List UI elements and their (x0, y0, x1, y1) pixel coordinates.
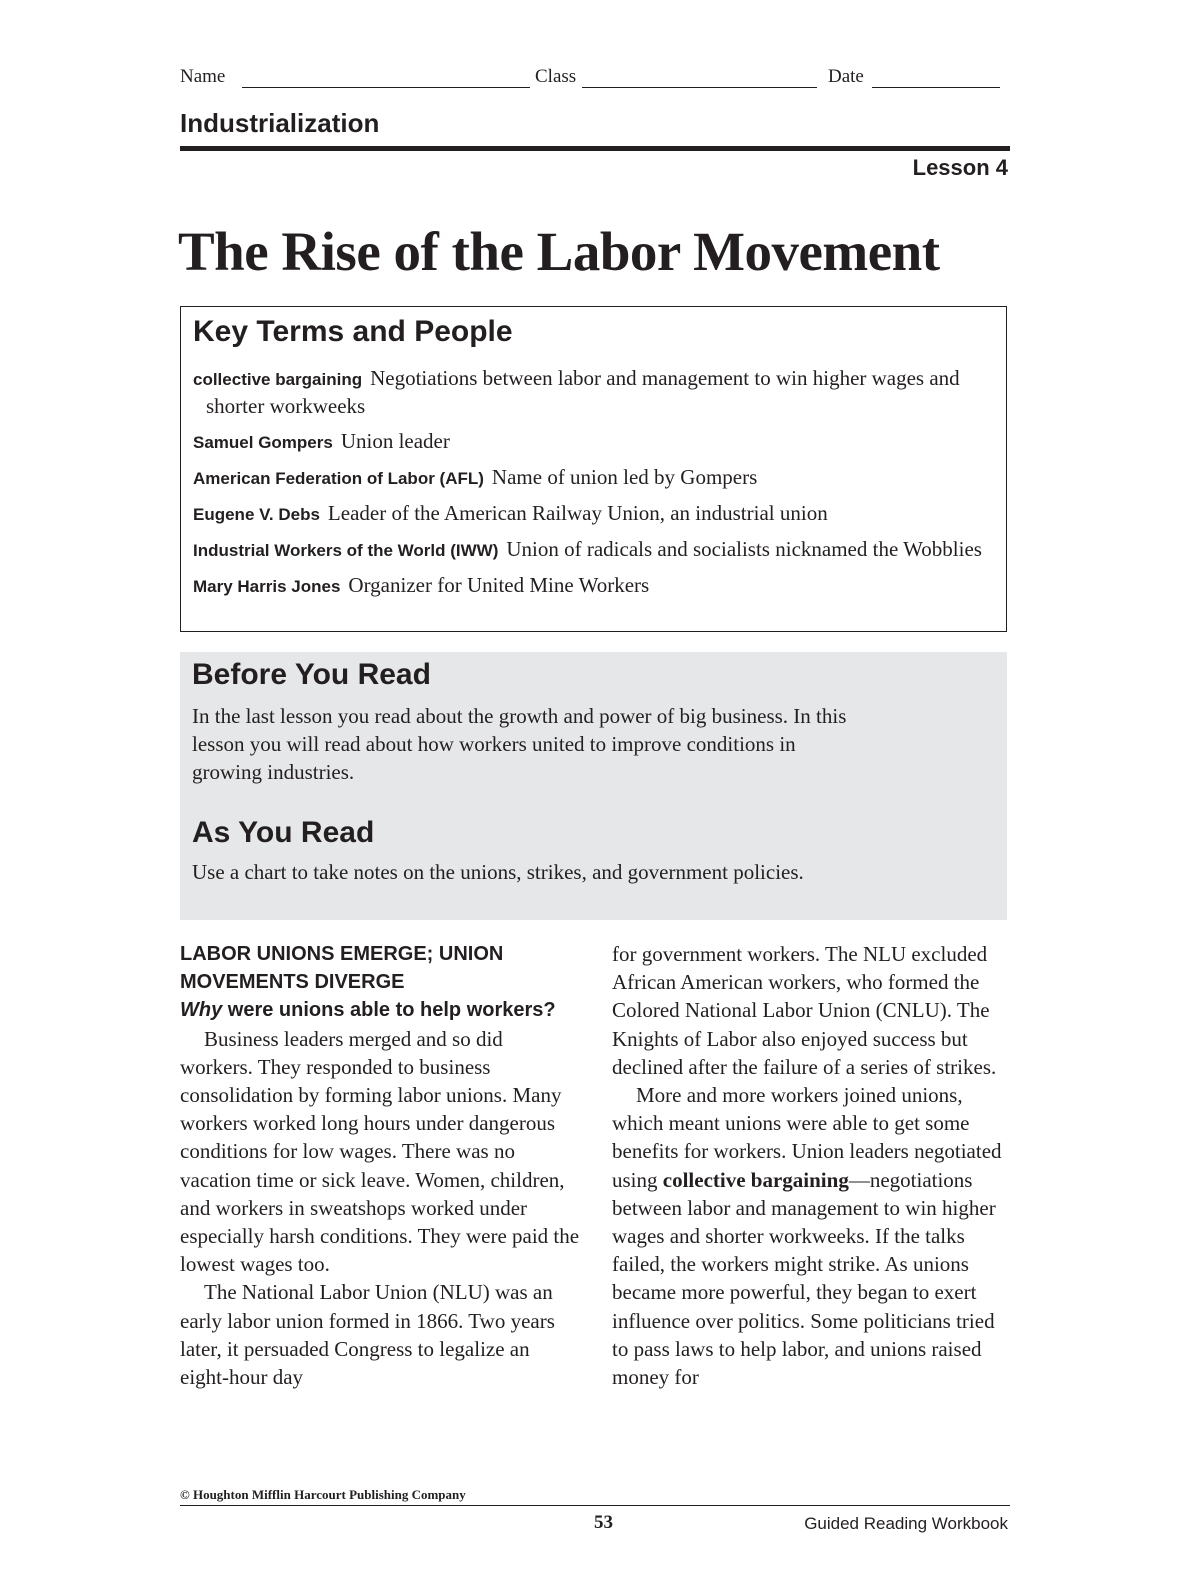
question-text: were unions able to help workers? (222, 999, 556, 1022)
term-name: Samuel Gompers (193, 433, 333, 452)
paragraph-text: —negotiations between labor and management to win higher wages and shorter workweeks. If the talks failed, the workers might strike. As unions became more powerful, they began to exert influence over politics. Some politicians tried to pass laws to help labor, and unions raised money for (612, 1167, 996, 1390)
key-term-item (193, 464, 993, 492)
key-terms-heading: Key Terms and People (193, 315, 513, 348)
copyright-notice: © Houghton Mifflin Harcourt Publishing Company (180, 1487, 466, 1502)
lesson-label: Lesson 4 (912, 155, 1008, 180)
as-you-read-heading: As You Read (192, 816, 375, 849)
term-name: Mary Harris Jones (193, 577, 341, 596)
unit-title: Industrialization (180, 108, 380, 138)
before-you-read-text: In the last lesson you read about the growth and power of big business. In this lesson you will read about how workers united to improve conditions in growing industries. (192, 704, 847, 784)
class-label: Class (535, 66, 577, 87)
before-you-read-heading: Before You Read (192, 658, 431, 691)
reading-guide-box (180, 652, 1007, 920)
page-number: 53 (594, 1512, 613, 1533)
key-term-item (193, 428, 993, 456)
footer-divider (180, 1505, 1010, 1506)
workbook-title: Guided Reading Workbook (804, 1514, 1008, 1533)
key-term-item (193, 572, 993, 600)
section-heading: LABOR UNIONS EMERGE; UNION MOVEMENTS DIVERGE (180, 943, 504, 994)
key-term-item (193, 536, 993, 564)
date-label: Date (828, 66, 864, 87)
paragraph-continued: for government workers. The NLU excluded African American workers, who formed the Colored National Labor Union (CNLU). The Knights of Labor also enjoyed success but declined after the failure of a series of strikes. (612, 942, 997, 1079)
term-definition: Name of union led by Gompers (491, 465, 758, 489)
term-name: American Federation of Labor (AFL) (193, 469, 484, 488)
key-terms-list (193, 365, 993, 608)
term-definition: Union of radicals and socialists nicknamed the Wobblies (506, 537, 982, 561)
section-question (180, 996, 580, 1024)
page-title: The Rise of the Labor Movement (178, 221, 940, 282)
class-blank (582, 87, 817, 88)
term-definition: Leader of the American Railway Union, an industrial union (327, 501, 828, 525)
name-label: Name (180, 66, 226, 87)
question-emphasis: Why (180, 999, 223, 1022)
paragraph: Business leaders merged and so did workers. They responded to business consolidation by forming labor unions. Many workers worked long hours under dangerous conditions for low wages. There was no vacation time or sick leave. Women, children, and workers in sweatshops worked under especially harsh conditions. They were paid the lowest wages too. (180, 1026, 580, 1277)
as-you-read-text: Use a chart to take notes on the unions, strikes, and government policies. (192, 860, 804, 884)
term-definition: Organizer for United Mine Workers (348, 573, 650, 597)
paragraph-text: More and more workers joined unions, which meant unions were able to get some benefits for workers. Union leaders negotiated using (612, 1083, 1002, 1192)
paragraph (612, 1081, 1012, 1391)
term-name: Eugene V. Debs (193, 505, 320, 524)
student-info-line (180, 66, 1010, 94)
paragraph: The National Labor Union (NLU) was an early labor union formed in 1866. Two years later, it persuaded Congress to legalize an eight-hour day (180, 1280, 555, 1390)
name-blank (242, 87, 530, 88)
key-term-highlight: collective bargaining (662, 1167, 849, 1192)
term-definition: Negotiations between labor and management to win higher wages and shorter workweeks (206, 366, 960, 418)
key-terms-box (180, 306, 1007, 632)
key-term-item (193, 365, 993, 420)
header-divider (180, 146, 1010, 151)
left-column (180, 940, 580, 1391)
term-definition: Union leader (340, 429, 450, 453)
date-blank (872, 87, 1000, 88)
key-term-item (193, 500, 993, 528)
term-name: collective bargaining (193, 370, 363, 389)
term-name: Industrial Workers of the World (IWW) (193, 541, 499, 560)
right-column (612, 940, 1012, 1391)
